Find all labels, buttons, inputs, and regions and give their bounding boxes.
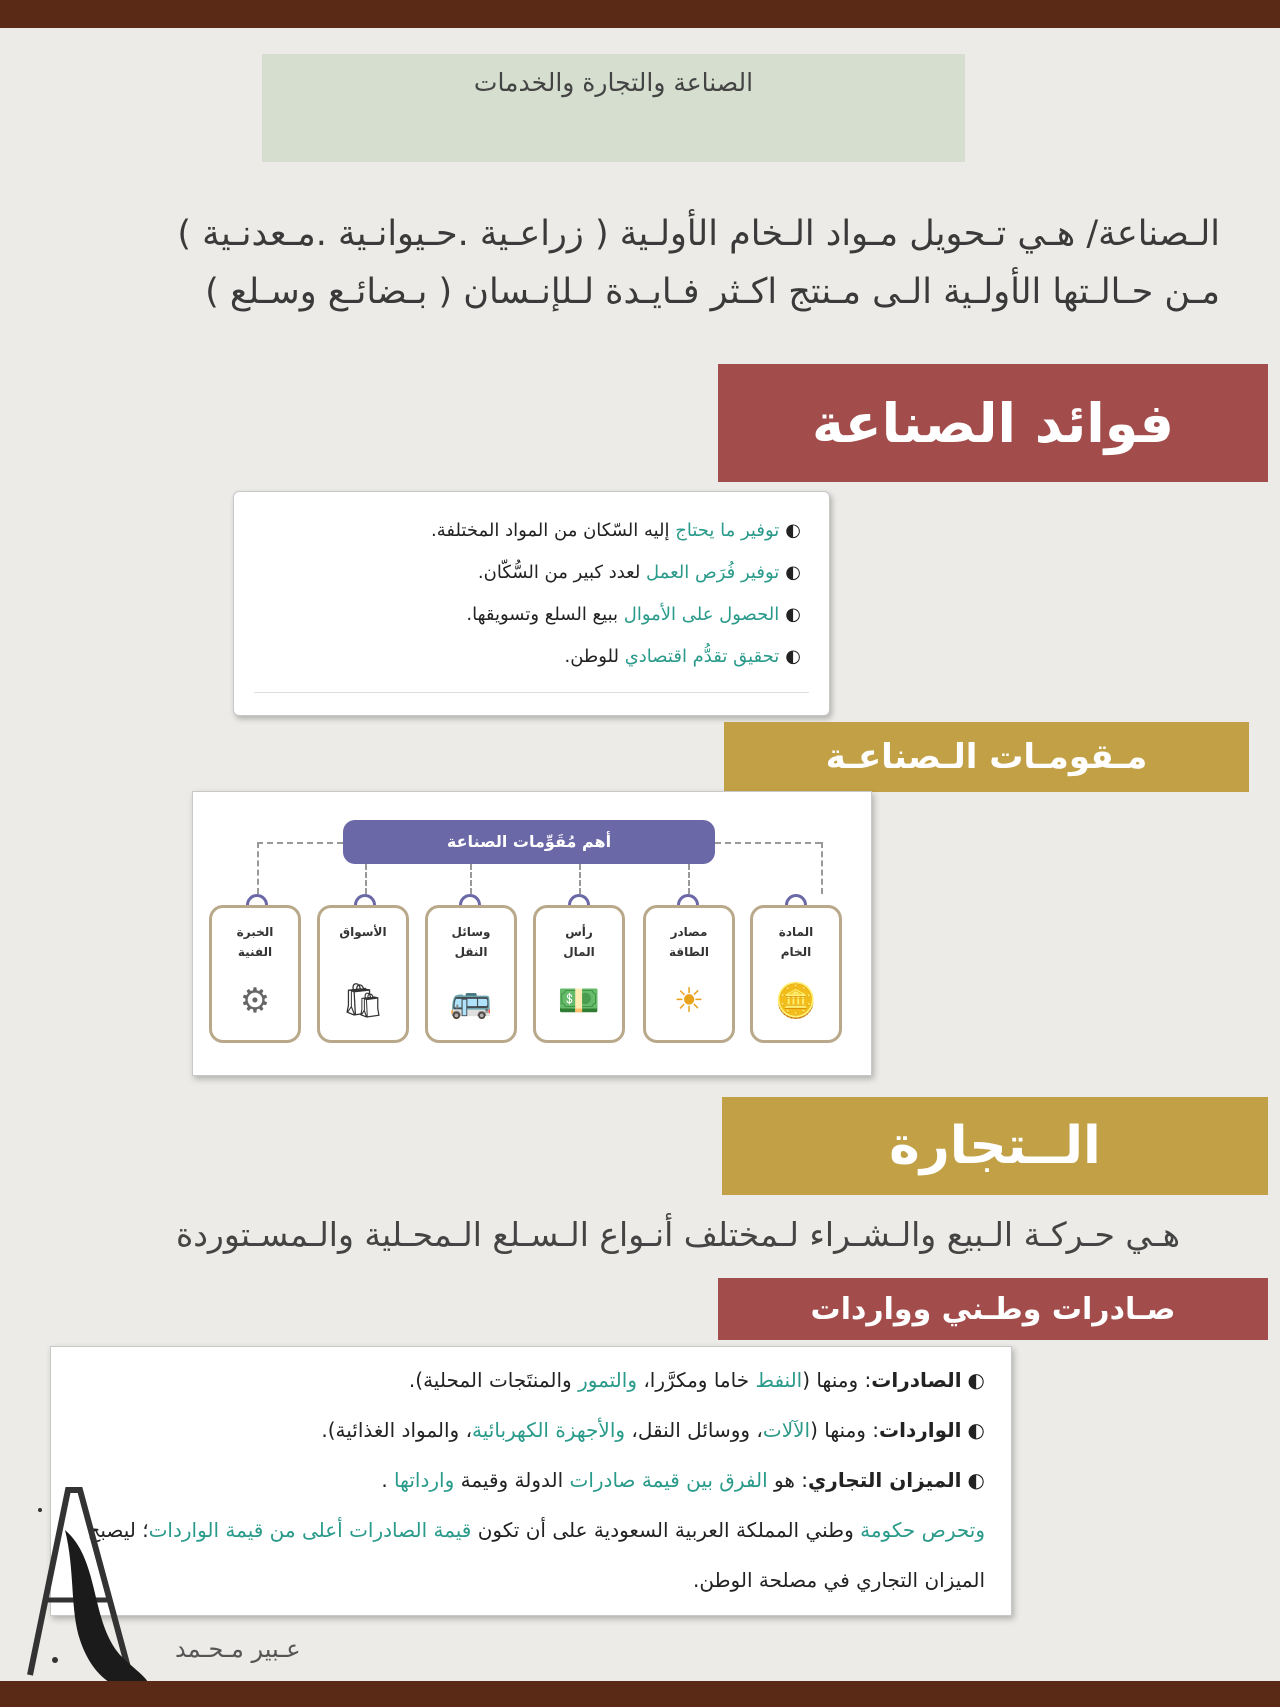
connector-line xyxy=(715,842,821,844)
connector-line xyxy=(365,864,367,894)
benefits-list xyxy=(234,492,829,678)
trade-banner xyxy=(722,1097,1268,1195)
benefit-text: إليه السّكان من المواد المختلفة. xyxy=(430,520,676,541)
top-frame xyxy=(0,0,1280,28)
components-diagram xyxy=(192,791,872,1076)
component-box-energy xyxy=(643,905,735,1043)
imports-paragraph: ◐الواردات: ومنها (الآلات، ووسائل النقل، والأجهزة الكهربائية، والمواد الغذائية). xyxy=(321,1418,985,1442)
components-banner xyxy=(724,722,1249,792)
benefit-highlight: تحقيق تقدُّم اقتصادي xyxy=(624,646,780,667)
connector-line xyxy=(688,864,690,894)
exports-card xyxy=(50,1346,1012,1616)
component-label: المادة xyxy=(778,925,814,939)
industry-definition xyxy=(40,205,1220,321)
page-title-box xyxy=(262,54,965,162)
component-label: المال xyxy=(563,945,595,959)
benefit-highlight: توفير ما يحتاج xyxy=(675,520,780,541)
component-box-capital xyxy=(533,905,625,1043)
bullet-icon: ◐ xyxy=(785,604,801,625)
money-icon: 💵 xyxy=(557,981,601,1021)
component-label: الطاقة xyxy=(669,945,709,959)
trade-heading: الــتجارة xyxy=(889,1116,1101,1176)
bullet-icon: ◐ xyxy=(967,1418,985,1442)
ink-letter-a-logo xyxy=(20,1470,160,1690)
divider xyxy=(254,692,809,693)
benefit-text: ببيع السلع وتسويقها. xyxy=(466,604,624,625)
connector-line xyxy=(579,864,581,894)
exports-paragraph: ◐الصادرات: ومنها (النفط خاما ومكرَّرا، والتمور والمنتَجات المحلية). xyxy=(408,1368,985,1392)
diagram-title: أهم مُقَوِّمات الصناعة xyxy=(343,820,715,864)
list-item xyxy=(254,552,801,594)
definition-line-2: مـن حـالـتها الأولـية الـى مـنتج اكـثر فـايـدة لـلإنـسان ( بـضائـع وسـلع ) xyxy=(205,272,1220,312)
component-label: الخام xyxy=(780,945,812,959)
component-label: رأس xyxy=(565,925,593,939)
connector-line xyxy=(470,864,472,894)
gears-tools-icon: ⚙ xyxy=(239,981,271,1021)
bottom-frame xyxy=(0,1681,1280,1707)
component-label: الأسواق xyxy=(339,925,387,939)
benefits-card xyxy=(233,491,830,716)
component-box-transport xyxy=(425,905,517,1043)
solar-panel-icon: ☀ xyxy=(673,981,705,1021)
connector-line xyxy=(257,842,343,844)
bullet-icon: ◐ xyxy=(967,1468,985,1492)
definition-line-1: الـصناعة/ هـي تـحويل مـواد الـخام الأولـية ( زراعـية .حـيوانـية .مـعدنـية ) xyxy=(177,214,1220,254)
component-label: مصادر xyxy=(670,925,708,939)
component-box-markets xyxy=(317,905,409,1043)
exports-banner xyxy=(718,1278,1268,1340)
bullet-icon: ◐ xyxy=(785,646,801,667)
trade-definition: هـي حـركـة الـبيع والـشـراء لـمختلف أنـواع الـسـلع الـمحـلية والـمسـتوردة xyxy=(175,1215,1180,1254)
shopping-bags-icon: 🛍 xyxy=(341,981,385,1021)
exports-heading: صـادرات وطـني وواردات xyxy=(810,1291,1176,1327)
benefit-text: للوطن. xyxy=(564,646,625,667)
bus-icon: 🚌 xyxy=(449,981,493,1021)
component-label: الفنية xyxy=(237,945,273,959)
component-box-raw-material xyxy=(750,905,842,1043)
benefits-heading: فوائد الصناعة xyxy=(812,391,1174,455)
bullet-icon: ◐ xyxy=(967,1368,985,1392)
bullet-icon: ◐ xyxy=(785,562,801,583)
bullet-icon: ◐ xyxy=(785,520,801,541)
benefit-highlight: توفير فُرَص العمل xyxy=(646,562,780,583)
connector-line xyxy=(257,842,259,894)
component-label: النقل xyxy=(454,945,488,959)
benefits-banner xyxy=(718,364,1268,482)
page-title: الصناعة والتجارة والخدمات xyxy=(473,68,754,97)
component-box-expertise xyxy=(209,905,301,1043)
balance-paragraph: ◐الميزان التجاري: هو الفرق بين قيمة صادرات الدولة وقيمة وارداتها . xyxy=(381,1468,985,1492)
component-label: الخبرة xyxy=(236,925,274,939)
list-item xyxy=(254,510,801,552)
components-heading: مـقومـات الـصناعـة xyxy=(825,737,1148,777)
note-paragraph: وتحرص حكومة وطني المملكة العربية السعودية على أن تكون قيمة الصادرات أعلى من قيمة الواردات؛ ليصبح الميزان التجاري في مصلحة الوطن. xyxy=(87,1518,985,1592)
list-item xyxy=(254,594,801,636)
author-signature: عـبير مـحـمد xyxy=(175,1635,301,1663)
gold-bars-icon: 🪙 xyxy=(774,981,818,1021)
connector-line xyxy=(821,842,823,894)
list-item xyxy=(254,636,801,678)
benefit-highlight: الحصول على الأموال xyxy=(623,604,780,625)
benefit-text: لعدد كبير من السُّكّان. xyxy=(477,562,647,583)
component-label: وسائل xyxy=(451,925,491,939)
